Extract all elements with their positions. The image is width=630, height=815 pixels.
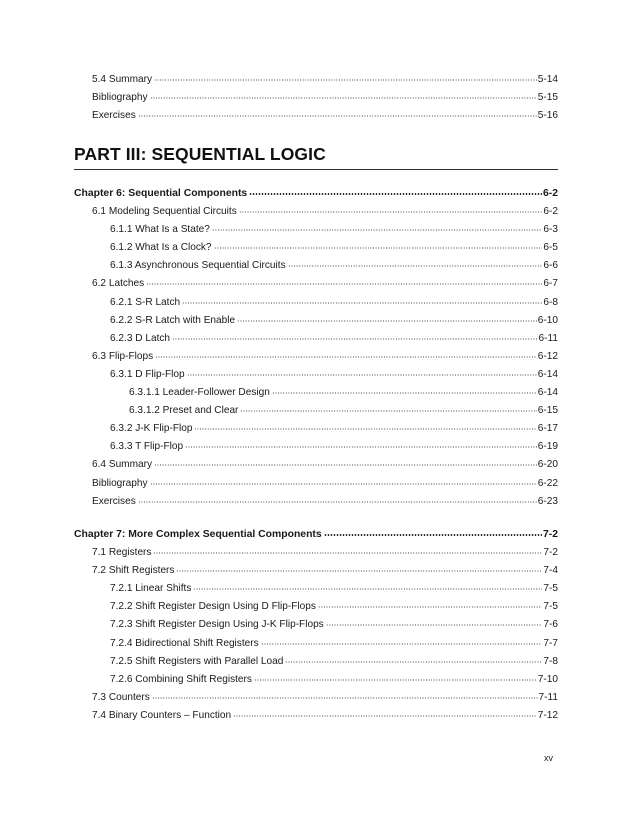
toc-entry-page: 6-15 bbox=[537, 405, 558, 417]
footer-page-number: xv bbox=[544, 753, 553, 763]
toc-entry[interactable] bbox=[74, 204, 558, 222]
dot-leader bbox=[176, 562, 542, 572]
dot-leader bbox=[138, 493, 537, 503]
toc-entry[interactable] bbox=[74, 599, 558, 617]
toc-entry-page: 6-14 bbox=[537, 368, 558, 380]
toc-entry-title: 7.2.5 Shift Registers with Parallel Load bbox=[110, 655, 284, 667]
dot-leader bbox=[194, 420, 536, 430]
toc-entry[interactable] bbox=[74, 258, 558, 276]
toc-entry-page: 5-16 bbox=[537, 110, 558, 122]
toc-entry[interactable] bbox=[74, 617, 558, 635]
toc-entry[interactable] bbox=[74, 563, 558, 581]
dot-leader bbox=[249, 185, 542, 195]
toc-entry-title: 6.4 Summary bbox=[92, 459, 153, 471]
toc-entry-page: 7-4 bbox=[543, 565, 558, 577]
toc-entry[interactable] bbox=[74, 690, 558, 708]
dot-leader bbox=[182, 294, 542, 304]
dot-leader bbox=[214, 239, 543, 249]
toc-entry-page: 5-14 bbox=[537, 74, 558, 85]
toc-entry-page: 6-5 bbox=[543, 242, 558, 254]
toc-entry[interactable] bbox=[74, 672, 558, 690]
toc-entry-page: 6-6 bbox=[543, 260, 558, 272]
toc-entry-title: 6.2.1 S-R Latch bbox=[110, 296, 181, 308]
toc-entry-page: 7-2 bbox=[543, 547, 558, 559]
toc-chapter-6 bbox=[74, 186, 558, 512]
toc-entry-page: 6-14 bbox=[537, 387, 558, 399]
dot-leader bbox=[146, 275, 542, 285]
toc-entry-page: 7-8 bbox=[543, 655, 558, 667]
toc-entry[interactable] bbox=[74, 421, 558, 439]
toc-entry-title: 6.1.3 Asynchronous Sequential Circuits bbox=[110, 260, 286, 272]
dot-leader bbox=[237, 312, 537, 322]
toc-entry[interactable] bbox=[74, 581, 558, 599]
toc-entry[interactable] bbox=[74, 72, 558, 90]
toc-entry-page: 6-7 bbox=[543, 278, 558, 290]
dot-leader bbox=[150, 475, 537, 485]
toc-entry[interactable] bbox=[74, 494, 558, 512]
toc-entry-page: 7-6 bbox=[543, 619, 558, 631]
toc-entry[interactable] bbox=[74, 108, 558, 126]
toc-entry-title: 6.3 Flip-Flops bbox=[92, 350, 154, 362]
toc-entry-title: 7.3 Counters bbox=[92, 691, 150, 703]
dot-leader bbox=[187, 366, 537, 376]
toc-entry[interactable] bbox=[74, 222, 558, 240]
toc-entry-page: 6-8 bbox=[543, 296, 558, 308]
toc-entry[interactable] bbox=[74, 476, 558, 494]
dot-leader bbox=[153, 544, 542, 554]
dot-leader bbox=[233, 707, 537, 717]
toc-entry-page: 7-5 bbox=[543, 583, 558, 595]
dot-leader bbox=[193, 580, 542, 590]
toc-entry-title: 6.2.2 S-R Latch with Enable bbox=[110, 314, 236, 326]
dot-leader bbox=[254, 671, 537, 681]
toc-entry[interactable] bbox=[74, 90, 558, 108]
toc-entry-page: 6-2 bbox=[543, 206, 558, 218]
toc-entry-page: 6-23 bbox=[537, 495, 558, 507]
toc-chapter-heading[interactable] bbox=[74, 527, 558, 545]
toc-entry-page: 7-5 bbox=[543, 601, 558, 613]
chapter-page: 7-2 bbox=[542, 529, 558, 540]
dot-leader bbox=[155, 348, 537, 358]
dot-leader bbox=[326, 616, 543, 626]
toc-entry-title: 7.1 Registers bbox=[92, 547, 152, 559]
toc-entry[interactable] bbox=[74, 457, 558, 475]
toc-entry-title: 7.2.1 Linear Shifts bbox=[110, 583, 192, 595]
dot-leader bbox=[285, 653, 542, 663]
dot-leader bbox=[261, 635, 543, 645]
toc-entry-page: 6-20 bbox=[537, 459, 558, 471]
toc-entry-title: 7.4 Binary Counters – Function bbox=[92, 709, 232, 721]
toc-entry[interactable] bbox=[74, 403, 558, 421]
dot-leader bbox=[138, 107, 537, 117]
toc-entry[interactable] bbox=[74, 545, 558, 563]
toc-intro-block bbox=[74, 72, 558, 126]
toc-entry-page: 6-3 bbox=[543, 224, 558, 236]
toc-entry-title: 7.2.4 Bidirectional Shift Registers bbox=[110, 637, 259, 649]
toc-entry-title: 6.3.1.2 Preset and Clear bbox=[129, 405, 239, 417]
dot-leader bbox=[272, 384, 537, 394]
part-title: PART III: SEQUENTIAL LOGIC bbox=[74, 144, 326, 164]
toc-entry[interactable] bbox=[74, 331, 558, 349]
toc-entry[interactable] bbox=[74, 708, 558, 726]
toc-entry-title: 7.2.2 Shift Register Design Using D Flip-Flops bbox=[110, 601, 316, 613]
dot-leader bbox=[172, 330, 538, 340]
toc-entry-page: 6-10 bbox=[537, 314, 558, 326]
toc-entry[interactable] bbox=[74, 439, 558, 457]
toc-entry-page: 7-7 bbox=[543, 637, 558, 649]
toc-entry-title: Exercises bbox=[92, 110, 136, 122]
toc-chapter-heading[interactable] bbox=[74, 186, 558, 204]
toc-entry-title: 7.2 Shift Registers bbox=[92, 565, 175, 577]
toc-entry[interactable] bbox=[74, 313, 558, 331]
part-title-divider bbox=[74, 169, 558, 170]
toc-entry[interactable] bbox=[74, 349, 558, 367]
toc-entry-title: 6.3.3 T Flip-Flop bbox=[110, 441, 184, 453]
toc-entry-page: 7-12 bbox=[537, 709, 558, 721]
toc-entry-title: 5.4 Summary bbox=[92, 74, 153, 85]
dot-leader bbox=[324, 526, 542, 536]
toc-entry-title: 6.3.1.1 Leader-Follower Design bbox=[129, 387, 270, 399]
toc-entry[interactable] bbox=[74, 295, 558, 313]
toc-entry[interactable] bbox=[74, 385, 558, 403]
toc-entry-page: 5-15 bbox=[537, 92, 558, 104]
toc-entry-title: 7.2.6 Combining Shift Registers bbox=[110, 673, 252, 685]
toc-entry-title: 6.1.1 What Is a State? bbox=[110, 224, 210, 236]
toc-entry-page: 6-22 bbox=[537, 477, 558, 489]
dot-leader bbox=[318, 598, 543, 608]
toc-entry-page: 6-11 bbox=[538, 332, 558, 344]
chapter-title: Chapter 6: Sequential Components bbox=[74, 188, 248, 199]
toc-entry[interactable] bbox=[74, 367, 558, 385]
toc-entry-page: 7-10 bbox=[537, 673, 558, 685]
dot-leader bbox=[152, 689, 538, 699]
dot-leader bbox=[240, 402, 536, 412]
dot-leader bbox=[150, 89, 537, 99]
toc-entry-title: Bibliography bbox=[92, 92, 148, 104]
toc-entry-title: 6.1.2 What Is a Clock? bbox=[110, 242, 212, 254]
dot-leader bbox=[154, 456, 537, 466]
dot-leader bbox=[185, 438, 537, 448]
toc-entry-title: Bibliography bbox=[92, 477, 148, 489]
dot-leader bbox=[288, 257, 543, 267]
toc-entry[interactable] bbox=[74, 636, 558, 654]
toc-entry-title: Exercises bbox=[92, 495, 136, 507]
chapter-page: 6-2 bbox=[542, 188, 558, 199]
toc-entry-title: 6.2.3 D Latch bbox=[110, 332, 171, 344]
toc-entry[interactable] bbox=[74, 240, 558, 258]
toc-entry-title: 7.2.3 Shift Register Design Using J-K Flip-Flops bbox=[110, 619, 324, 631]
dot-leader bbox=[239, 203, 543, 213]
toc-entry-page: 7-11 bbox=[538, 691, 558, 703]
toc-entry-title: 6.3.1 D Flip-Flop bbox=[110, 368, 185, 380]
dot-leader bbox=[212, 221, 543, 231]
toc-entry-title: 6.3.2 J-K Flip-Flop bbox=[110, 423, 193, 435]
toc-entry-page: 6-17 bbox=[537, 423, 558, 435]
toc-entry[interactable] bbox=[74, 276, 558, 294]
chapter-title: Chapter 7: More Complex Sequential Components bbox=[74, 529, 322, 540]
toc-entry-page: 6-19 bbox=[537, 441, 558, 453]
toc-entry-page: 6-12 bbox=[537, 350, 558, 362]
dot-leader bbox=[154, 71, 537, 81]
toc-entry-title: 6.1 Modeling Sequential Circuits bbox=[92, 206, 237, 218]
toc-entry[interactable] bbox=[74, 654, 558, 672]
toc-entry-title: 6.2 Latches bbox=[92, 278, 145, 290]
toc-chapter-7 bbox=[74, 527, 558, 726]
